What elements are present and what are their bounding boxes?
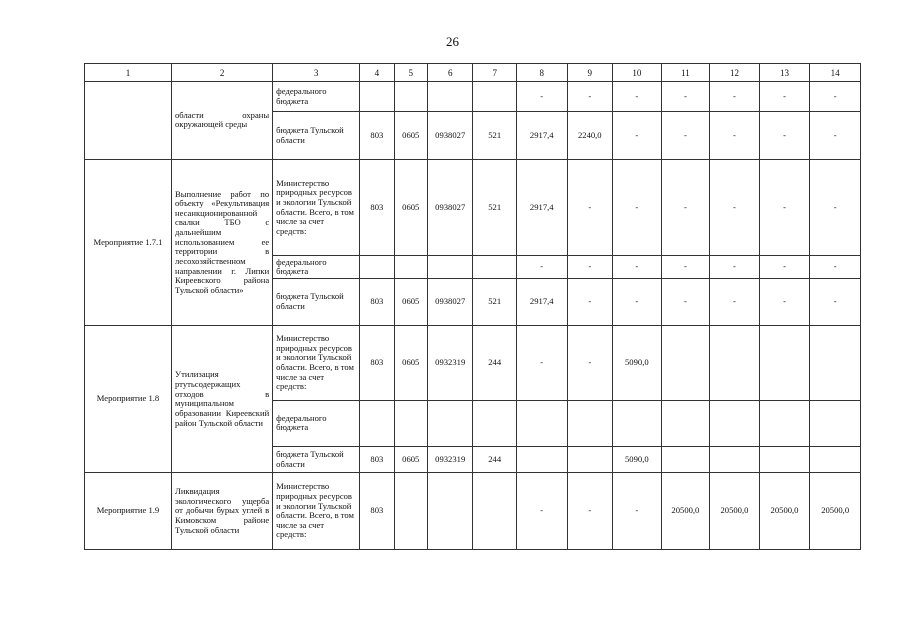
cell-source: бюджета Тульской области (273, 447, 360, 473)
table-cell (613, 400, 662, 446)
cell-name: Выполнение работ по объекту «Рекультивация несанкционированной свалки ТБО с дальнейшим использованием ее территории в лесохозяйственном направлении г. Липки Киреевского района Тульской области» (172, 159, 273, 326)
table-cell: 0938027 (427, 112, 473, 159)
cell-measure-label: Мероприятие 1.9 (85, 473, 172, 550)
table-cell: - (710, 159, 760, 256)
table-cell (810, 326, 861, 401)
table-cell: 20500,0 (810, 473, 861, 550)
table-cell (394, 400, 427, 446)
table-row (85, 159, 861, 256)
table-cell (427, 256, 473, 278)
table-cell: 521 (473, 278, 517, 325)
table-cell (661, 447, 710, 473)
table-cell: - (710, 112, 760, 159)
table-cell: - (567, 159, 613, 256)
header-cell: 9 (567, 64, 613, 82)
table-cell: - (567, 256, 613, 278)
table-cell: - (661, 256, 710, 278)
table-cell: - (710, 278, 760, 325)
table-cell: - (759, 159, 810, 256)
cell-source: федерального бюджета (273, 256, 360, 278)
table-cell: - (613, 82, 662, 112)
table-cell: 803 (360, 447, 394, 473)
table-cell (710, 447, 760, 473)
header-cell: 6 (427, 64, 473, 82)
table-cell (473, 82, 517, 112)
table-cell: 20500,0 (661, 473, 710, 550)
table-cell: 2917,4 (516, 278, 567, 325)
table-cell (759, 400, 810, 446)
table-cell: - (710, 256, 760, 278)
cell-measure-label: Мероприятие 1.7.1 (85, 159, 172, 326)
table-cell: - (613, 112, 662, 159)
table-cell (661, 400, 710, 446)
table-cell (427, 82, 473, 112)
table-cell (710, 400, 760, 446)
table-cell (810, 400, 861, 446)
header-cell: 3 (273, 64, 360, 82)
table-cell: - (810, 159, 861, 256)
table-cell: 803 (360, 326, 394, 401)
table-cell: 0605 (394, 447, 427, 473)
table-cell: 2240,0 (567, 112, 613, 159)
table-cell: - (516, 326, 567, 401)
table-cell (360, 82, 394, 112)
table-cell (473, 256, 517, 278)
budget-table (84, 63, 861, 550)
table-cell: 803 (360, 159, 394, 256)
table-row (85, 473, 861, 550)
cell-source: бюджета Тульской области (273, 278, 360, 325)
table-cell (473, 400, 517, 446)
table-cell: - (810, 256, 861, 278)
table-cell: 521 (473, 159, 517, 256)
table-cell: 0605 (394, 112, 427, 159)
header-cell: 4 (360, 64, 394, 82)
page-number: 26 (446, 34, 459, 49)
header-row (85, 64, 861, 82)
header-cell: 1 (85, 64, 172, 82)
table-cell: - (516, 473, 567, 550)
table-cell: 0932319 (427, 326, 473, 401)
table-row (85, 326, 861, 401)
table-cell (473, 473, 517, 550)
table-cell (516, 400, 567, 446)
cell-source: федерального бюджета (273, 400, 360, 446)
table-cell (360, 256, 394, 278)
table-cell: 5090,0 (613, 447, 662, 473)
table-cell: - (810, 112, 861, 159)
cell-measure-label: Мероприятие 1.8 (85, 326, 172, 473)
header-cell: 7 (473, 64, 517, 82)
table-cell: 0605 (394, 326, 427, 401)
table-cell (710, 326, 760, 401)
table-cell: 0605 (394, 159, 427, 256)
header-cell: 13 (759, 64, 810, 82)
table-cell (810, 447, 861, 473)
table-cell: - (613, 278, 662, 325)
table-cell: 5090,0 (613, 326, 662, 401)
table-cell: - (710, 82, 760, 112)
header-cell: 14 (810, 64, 861, 82)
header-cell: 11 (661, 64, 710, 82)
header-cell: 2 (172, 64, 273, 82)
table-cell: - (567, 278, 613, 325)
table-cell: 244 (473, 447, 517, 473)
table-cell: - (516, 82, 567, 112)
cell-name: Утилизация ртутьсодержащих отходов в муниципальном образовании Киреевский район Тульской области (172, 326, 273, 473)
table-cell: 2917,4 (516, 112, 567, 159)
cell-source: бюджета Тульской области (273, 112, 360, 159)
table-cell: 0938027 (427, 159, 473, 256)
table-cell: 0605 (394, 278, 427, 325)
table-cell (567, 447, 613, 473)
table-cell: 803 (360, 112, 394, 159)
table-cell: 20500,0 (710, 473, 760, 550)
table-cell: - (613, 159, 662, 256)
table-cell: - (613, 473, 662, 550)
table-cell: - (567, 82, 613, 112)
table-cell (427, 473, 473, 550)
table-cell (360, 400, 394, 446)
table-cell: - (759, 278, 810, 325)
table-cell: 0932319 (427, 447, 473, 473)
table-cell: - (661, 278, 710, 325)
header-cell: 5 (394, 64, 427, 82)
header-cell: 12 (710, 64, 760, 82)
cell-source: Министерство природных ресурсов и экологии Тульской области. Всего, в том числе за счет средств: (273, 473, 360, 550)
cell-source: Министерство природных ресурсов и экологии Тульской области. Всего, в том числе за счет средств: (273, 326, 360, 401)
table-cell (394, 256, 427, 278)
cell-source: федерального бюджета (273, 82, 360, 112)
table-cell: - (759, 256, 810, 278)
table-cell: 244 (473, 326, 517, 401)
cell-source: Министерство природных ресурсов и экологии Тульской области. Всего, в том числе за счет средств: (273, 159, 360, 256)
table-cell (567, 400, 613, 446)
table-cell: - (613, 256, 662, 278)
table-cell: - (759, 112, 810, 159)
table-cell (394, 82, 427, 112)
table-cell: 0938027 (427, 278, 473, 325)
table-cell: - (567, 473, 613, 550)
table-cell: - (661, 82, 710, 112)
table-cell: - (516, 256, 567, 278)
cell-name: области охраны окружающей среды (172, 82, 273, 160)
header-cell: 10 (613, 64, 662, 82)
table-cell: - (661, 159, 710, 256)
table-cell (516, 447, 567, 473)
cell-label-empty (85, 82, 172, 160)
table-cell: - (759, 82, 810, 112)
header-cell: 8 (516, 64, 567, 82)
table-cell: 803 (360, 278, 394, 325)
table-cell: - (810, 82, 861, 112)
table-cell: 521 (473, 112, 517, 159)
table-cell: 2917,4 (516, 159, 567, 256)
cell-name: Ликвидация экологического ущерба от добычи бурых углей в Кимовском районе Тульской области (172, 473, 273, 550)
table-cell (427, 400, 473, 446)
table-cell (759, 326, 810, 401)
table-cell (759, 447, 810, 473)
table-cell: 803 (360, 473, 394, 550)
table-row (85, 82, 861, 112)
table-cell (394, 473, 427, 550)
table-cell: 20500,0 (759, 473, 810, 550)
table-cell (661, 326, 710, 401)
table-cell: - (567, 326, 613, 401)
table-cell: - (661, 112, 710, 159)
table-cell: - (810, 278, 861, 325)
